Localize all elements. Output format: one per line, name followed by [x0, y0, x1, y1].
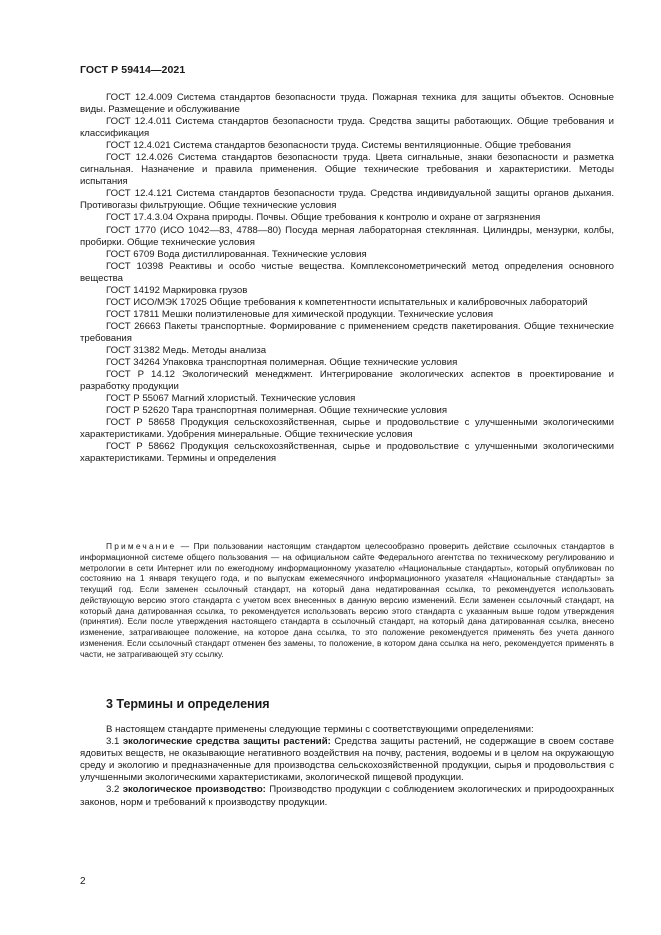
- page-number: 2: [80, 876, 86, 887]
- note-label: Примечание: [106, 541, 177, 551]
- term-name: экологическое производство:: [122, 784, 266, 796]
- term-number: 3.1: [106, 736, 123, 748]
- reference-item: ГОСТ 34264 Упаковка транспортная полимерная. Общие технические условия: [106, 357, 458, 369]
- reference-item: ГОСТ 12.4.011 Система стандартов безопасности труда. Средства защиты работающих. Общие требования и классификация: [80, 116, 614, 140]
- term-definition: [80, 784, 614, 808]
- reference-item: ГОСТ ИСО/МЭК 17025 Общие требования к компетентности испытательных и калибровочных лабораторий: [106, 296, 588, 308]
- reference-item: ГОСТ 12.4.026 Система стандартов безопасности труда. Цвета сигнальные, знаки безопасности и разметка сигнальная. Назначение и правила применения. Общие технические требования и характеристики. Методы испытания: [80, 152, 614, 188]
- reference-item: ГОСТ 1770 (ИСО 1042—83, 4788—80) Посуда мерная лабораторная стеклянная. Цилиндры, мензурки, колбы, пробирки. Общие технические условия: [80, 224, 614, 248]
- term-number: 3.2: [106, 784, 123, 796]
- reference-item: ГОСТ 12.4.021 Система стандартов безопасности труда. Системы вентиляционные. Общие требования: [106, 140, 571, 152]
- term-name: экологические средства защиты растений:: [122, 736, 331, 748]
- reference-item: ГОСТ Р 52620 Тара транспортная полимерная. Общие технические условия: [106, 405, 448, 417]
- term-definition: [80, 736, 614, 784]
- reference-item: ГОСТ 12.4.009 Система стандартов безопасности труда. Пожарная техника для защиты объектов. Основные виды. Размещение и обслуживание: [80, 92, 614, 116]
- section-title: 3 Термины и определения: [106, 697, 270, 711]
- references-note: [80, 541, 614, 659]
- normative-references-list: [80, 92, 614, 465]
- note-paragraph: [80, 541, 614, 659]
- reference-item: ГОСТ 12.4.121 Система стандартов безопасности труда. Средства индивидуальной защиты органов дыхания. Противогазы фильтрующие. Общие технические условия: [80, 188, 614, 212]
- note-text: — При пользовании настоящим стандартом целесообразно проверить действие ссылочных стандартов в информационной системе общего пользования — на официальном сайте Федерального агентства по техническому регулированию и метрологии в сети Интернет или по ежегодному информационному указателю «Национальные стандарты», который опубликован по состоянию на 1 января текущего года, и по выпускам ежемесячного информационного указателя «Национальные стандарты» за текущий год. Если заменен ссылочный стандарт, на который дана недатированная ссылка, то рекомендуется использовать действующую версию этого стандарта с учетом всех внесенных в данную версию изменений. Если заменен ссылочный стандарт, на который дана датированная ссылка, то рекомендуется использовать версию этого стандарта с указанным выше годом утверждения (принятия). Если после утверждения настоящего стандарта в ссылочный стандарт, на который дана датированная ссылка, внесено изменение, затрагивающее положение, на которое дана ссылка, то это положение рекомендуется применять без учета данного изменения. Если ссылочный стандарт отменен без замены, то положение, в котором дана ссылка на него, рекомендуется применять в части, не затрагивающей эту ссылку.: [80, 541, 614, 659]
- reference-item: ГОСТ 26663 Пакеты транспортные. Формирование с применением средств пакетирования. Общие технические требования: [80, 320, 614, 344]
- terms-section-body: [80, 724, 614, 809]
- reference-item: ГОСТ 6709 Вода дистиллированная. Технические условия: [106, 248, 367, 260]
- term-text: Производство продукции с соблюдением экологических и природоохранных законов, норм и требований к производству продукции.: [80, 784, 614, 808]
- document-header-code: ГОСТ Р 59414—2021: [80, 64, 186, 76]
- reference-item: ГОСТ 17.4.3.04 Охрана природы. Почвы. Общие требования к контролю и охране от загрязнения: [106, 212, 541, 224]
- reference-item: ГОСТ 17811 Мешки полиэтиленовые для химической продукции. Технические условия: [106, 308, 494, 320]
- reference-item: ГОСТ Р 55067 Магний хлористый. Технические условия: [106, 393, 356, 405]
- reference-item: ГОСТ Р 58658 Продукция сельскохозяйственная, сырье и продовольствие с улучшенными экологическими характеристиками. Удобрения минеральные. Общие технические условия: [80, 417, 614, 441]
- section-intro: В настоящем стандарте применены следующие термины с соответствующими определениями:: [106, 724, 534, 735]
- reference-item: ГОСТ 14192 Маркировка грузов: [106, 284, 248, 296]
- reference-item: ГОСТ 31382 Медь. Методы анализа: [106, 344, 267, 356]
- reference-item: ГОСТ 10398 Реактивы и особо чистые вещества. Комплексонометрический метод определения основного вещества: [80, 260, 614, 284]
- term-text: Средства защиты растений, не содержащие в своем составе ядовитых веществ, не оказывающие негативного воздействия на почву, растения, водоемы и в целом на окружающую среду и экологию и предназначенные для производства сельскохозяйственной продукции, сырья и продовольствия с улучшенными экологическими характеристиками, экологической пищевой продукции.: [80, 736, 615, 784]
- reference-item: ГОСТ Р 58662 Продукция сельскохозяйственная, сырье и продовольствие с улучшенными экологическими характеристиками. Термины и определения: [80, 441, 614, 465]
- reference-item: ГОСТ Р 14.12 Экологический менеджмент. Интегрирование экологических аспектов в проектирование и разработку продукции: [80, 369, 614, 393]
